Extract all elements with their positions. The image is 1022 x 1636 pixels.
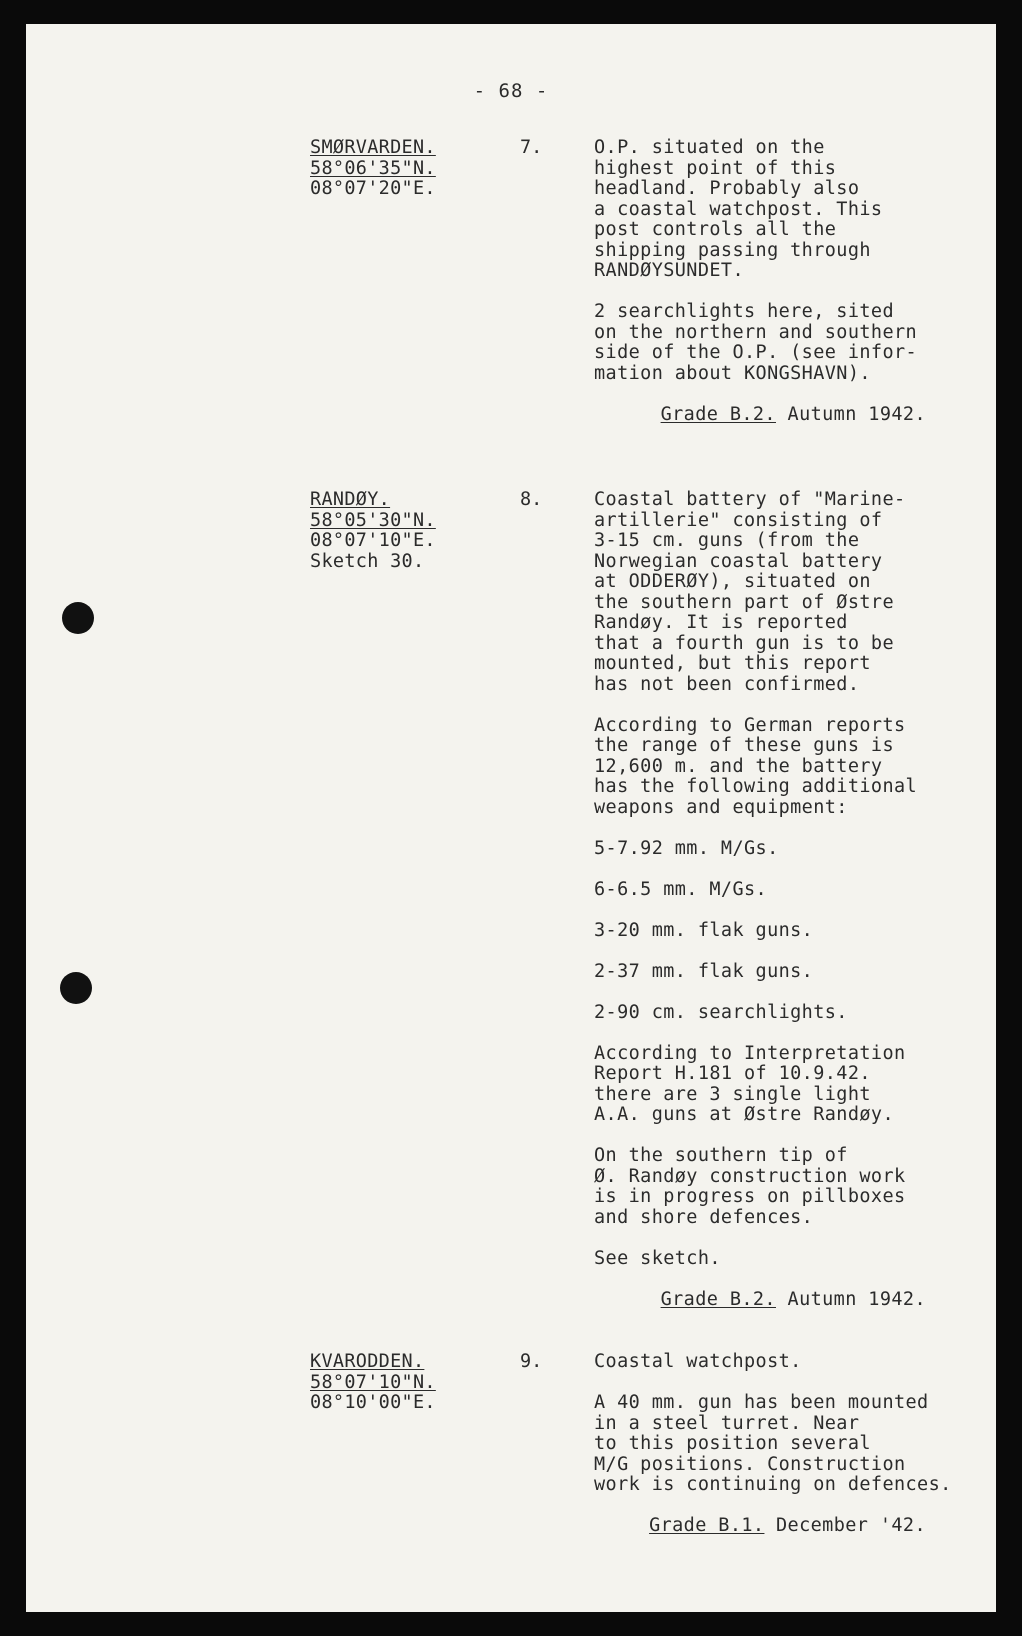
- longitude: 08°10'00"E.: [310, 1392, 436, 1413]
- punch-hole: [62, 602, 94, 634]
- latitude: 58°06'35"N.: [310, 157, 436, 179]
- equipment-item: 2-37 mm. flak guns.: [594, 960, 814, 982]
- entry-number: 9.: [520, 1351, 543, 1372]
- location-name: KVARODDEN.: [310, 1351, 425, 1372]
- grade-label: Grade B.2.: [660, 1288, 776, 1310]
- location-block: [310, 490, 436, 572]
- latitude: 58°05'30"N.: [310, 509, 436, 531]
- grade-line: [594, 1516, 974, 1537]
- grade-label: Grade B.2.: [660, 403, 776, 425]
- location-name: SMØRVARDEN.: [310, 137, 436, 158]
- page-number: - 68 -: [473, 80, 549, 102]
- punch-hole: [60, 972, 92, 1004]
- entry-body: [594, 490, 974, 1310]
- grade-date: Autumn 1942.: [787, 403, 926, 425]
- paragraph: On the southern tip of Ø. Randøy construction work is in progress on pillboxes and shore defences.: [594, 1145, 906, 1228]
- paragraph: According to German reports the range of these guns is 12,600 m. and the battery has the following additional weapons and equipment:: [594, 714, 918, 818]
- location-block: [310, 138, 436, 200]
- paragraph: A 40 mm. gun has been mounted in a steel turret. Near to this position several M/G positions. Construction work is continuing on defences.: [594, 1392, 952, 1495]
- grade-label: Grade B.1.: [649, 1515, 765, 1536]
- grade-date: December '42.: [776, 1515, 926, 1536]
- equipment-item: 2-90 cm. searchlights.: [594, 1001, 848, 1023]
- equipment-item: 5-7.92 mm. M/Gs.: [594, 837, 779, 859]
- longitude: 08°07'20"E.: [310, 178, 436, 199]
- grade-line: [594, 1290, 974, 1311]
- paragraph: See sketch.: [594, 1247, 721, 1269]
- entry-number: 8.: [520, 489, 543, 510]
- entry-body: [594, 138, 974, 425]
- location-name: RANDØY.: [310, 489, 391, 510]
- grade-line: [594, 405, 974, 426]
- latitude: 58°07'10"N.: [310, 1371, 436, 1393]
- entry-body: [594, 1352, 974, 1537]
- paragraph: 2 searchlights here, sited on the northern and southern side of the O.P. (see infor- mation about KONGSHAVN).: [594, 301, 918, 384]
- equipment-item: 3-20 mm. flak guns.: [594, 919, 814, 941]
- entry-number: 7.: [520, 137, 543, 158]
- location-block: [310, 1352, 436, 1414]
- grade-date: Autumn 1942.: [787, 1288, 926, 1310]
- equipment-item: 6-6.5 mm. M/Gs.: [594, 878, 768, 900]
- sketch-reference: Sketch 30.: [310, 550, 425, 572]
- document-page: [26, 24, 996, 1612]
- longitude: 08°07'10"E.: [310, 530, 436, 551]
- paragraph: O.P. situated on the highest point of this headland. Probably also a coastal watchpost. This post controls all the shipping passing through RANDØYSUNDET.: [594, 137, 883, 281]
- paragraph: According to Interpretation Report H.181 of 10.9.42. there are 3 single light A.A. guns at Østre Randøy.: [594, 1042, 906, 1125]
- paragraph: Coastal watchpost.: [594, 1351, 802, 1372]
- paragraph: Coastal battery of "Marine- artillerie" consisting of 3-15 cm. guns (from the Norwegian coastal battery at ODDERØY), situated on the southern part of Østre Randøy. It is reported that a fourth gun is to be mounted, but this report has not been confirmed.: [594, 489, 906, 695]
